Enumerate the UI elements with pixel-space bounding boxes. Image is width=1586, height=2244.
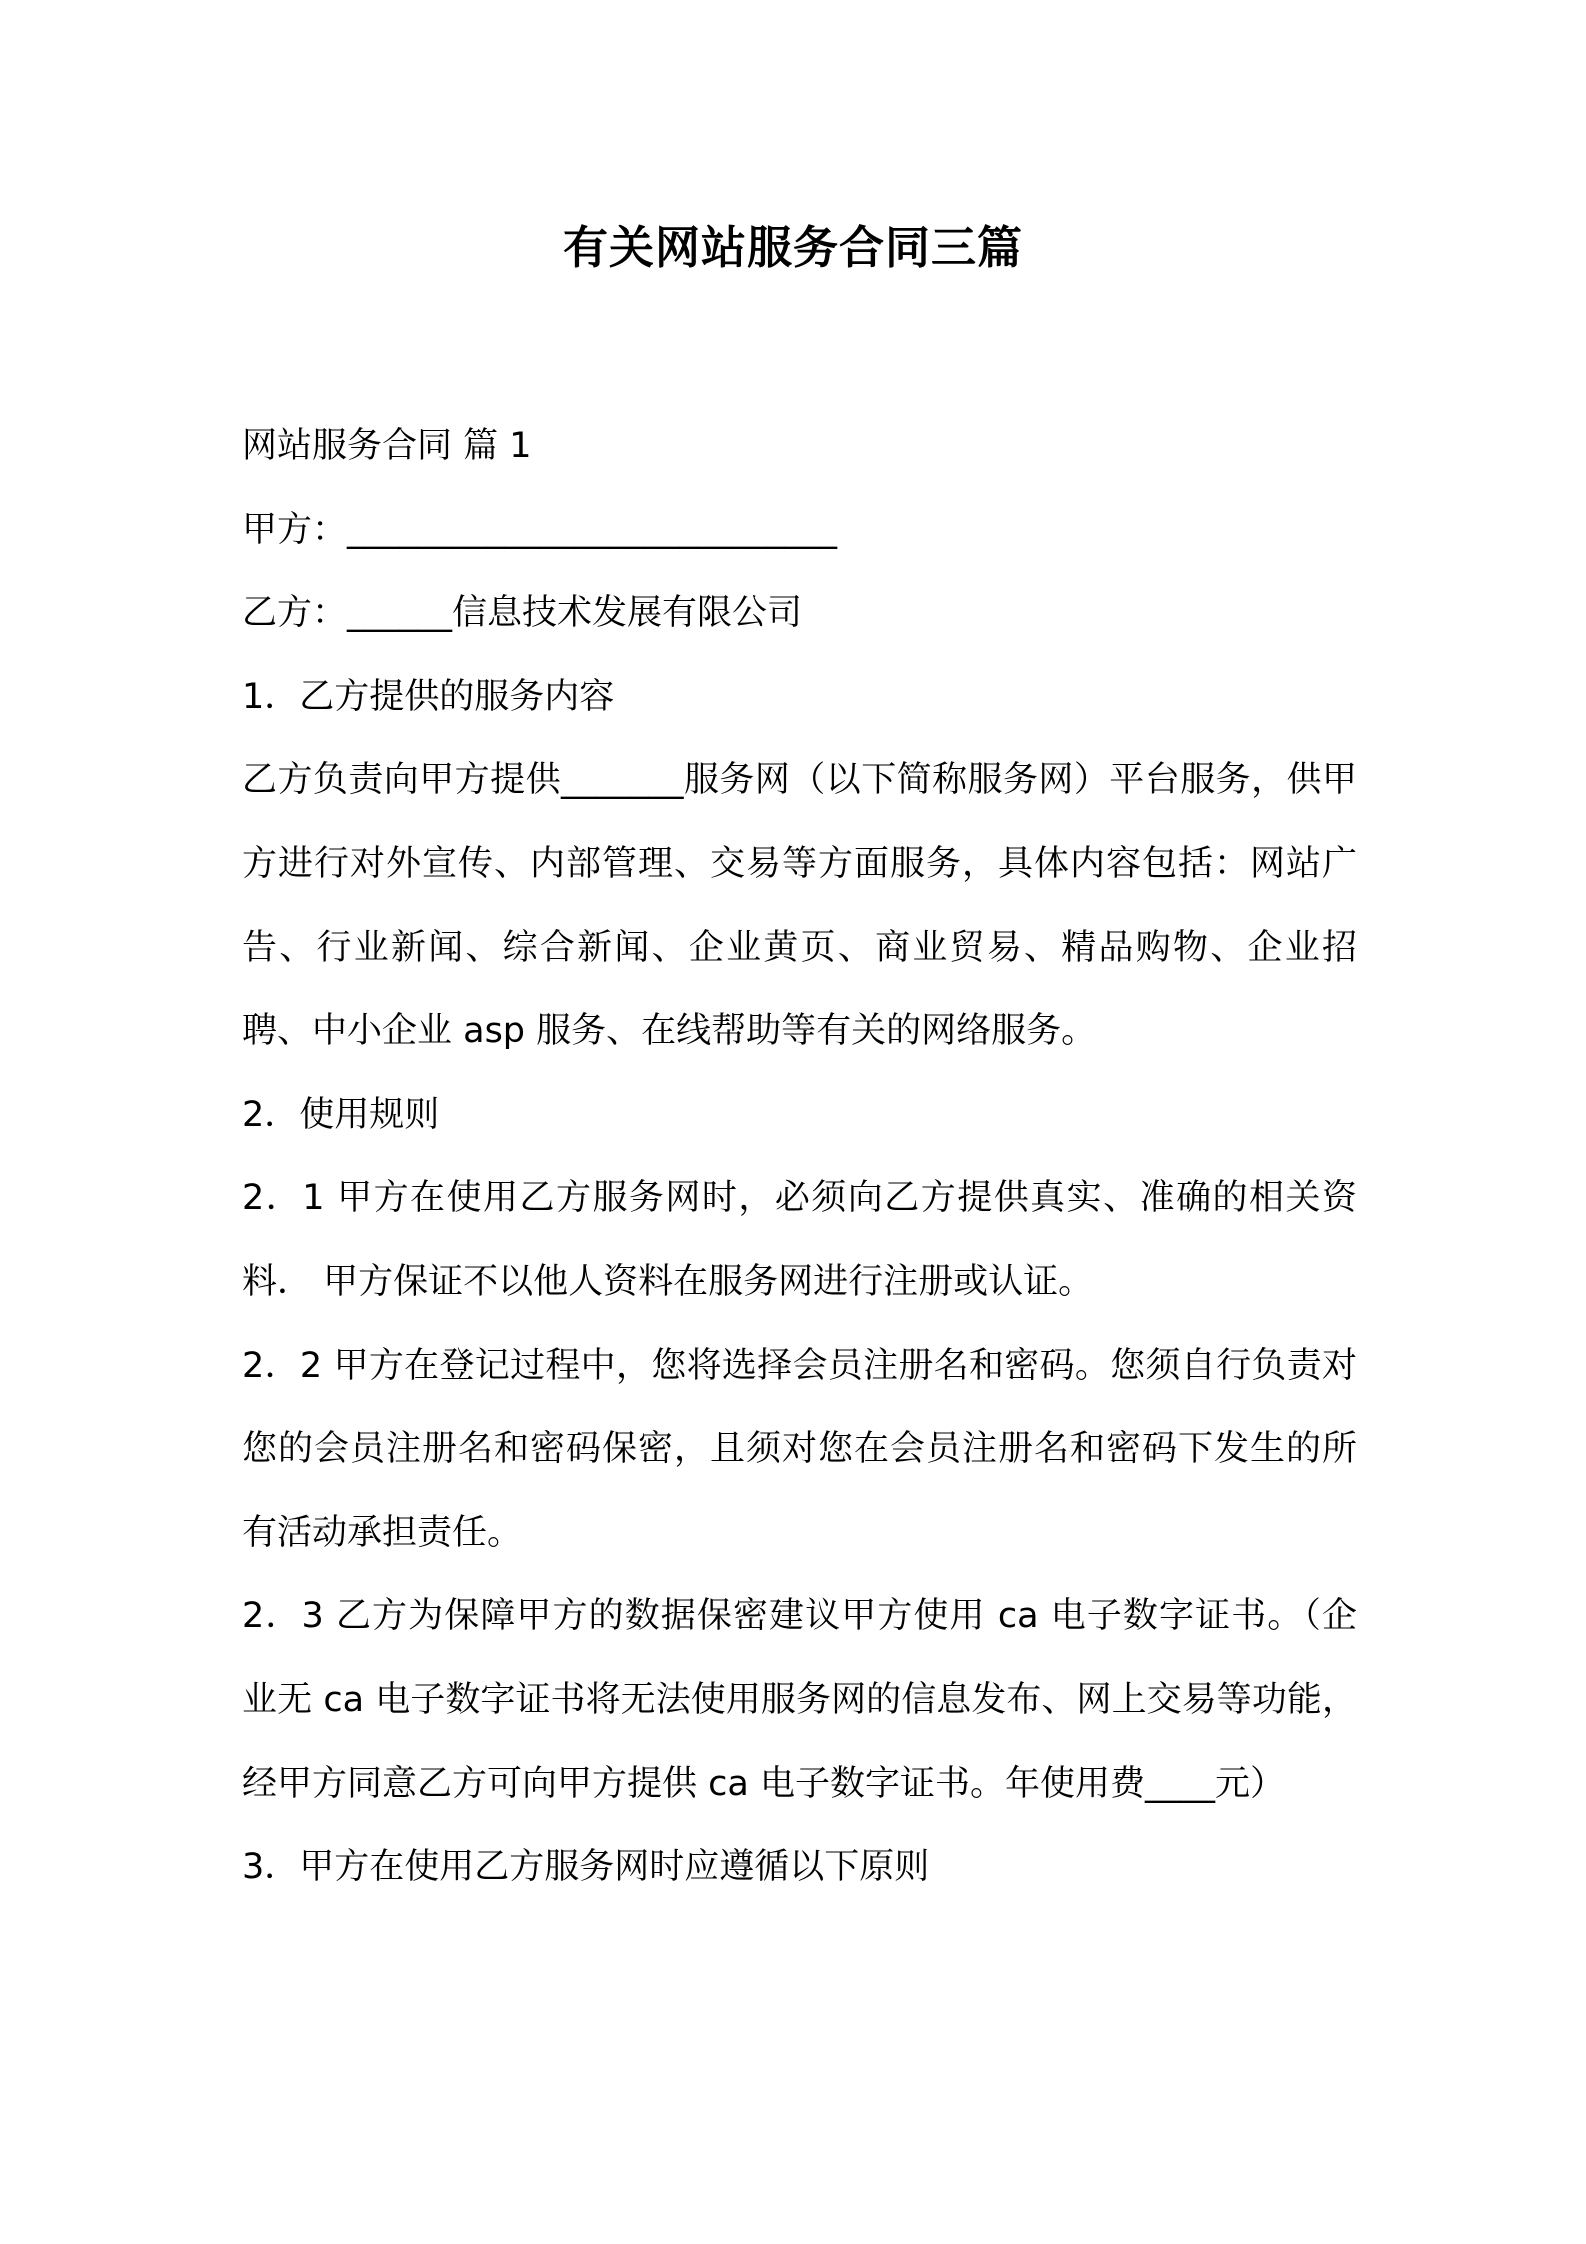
party-a-line: 甲方：____________________________ <box>242 509 838 550</box>
clause-paragraph: 2．2 甲方在登记过程中，您将选择会员注册名和密码。您须自行负责对您的会员注册名和密码保密，且须对您在会员注册名和密码下发生的所有活动承担责任。 <box>242 1345 1357 1553</box>
clause-paragraph: 2．3 乙方为保障甲方的数据保密建议甲方使用 ca 电子数字证书。（企业无 ca 电子数字证书将无法使用服务网的信息发布、网上交易等功能，经甲方同意乙方可向甲方提供 ca 电子数字证书。年使用费____元） <box>242 1596 1357 1804</box>
clause-heading: 3．甲方在使用乙方服务网时应遵循以下原则 <box>242 1847 930 1888</box>
clause-heading: 2．使用规则 <box>242 1094 440 1135</box>
party-b-line: 乙方：______信息技术发展有限公司 <box>242 593 803 634</box>
clause-paragraph: 2．1 甲方在使用乙方服务网时，必须向乙方提供真实、准确的相关资料． 甲方保证不以他人资料在服务网进行注册或认证。 <box>242 1178 1357 1302</box>
section-heading: 网站服务合同 篇 1 <box>242 426 532 466</box>
clause-paragraph: 乙方负责向甲方提供_______服务网（以下简称服务网）平台服务，供甲方进行对外宣传、内部管理、交易等方面服务，具体内容包括：网站广告、行业新闻、综合新闻、企业黄页、商业贸易、精品购物、企业招聘、中小企业 asp 服务、在线帮助等有关的网络服务。 <box>242 760 1357 1052</box>
document-title: 有关网站服务合同三篇 <box>562 221 1023 274</box>
clause-heading: 1．乙方提供的服务内容 <box>242 676 615 717</box>
document-body <box>242 405 1357 1910</box>
